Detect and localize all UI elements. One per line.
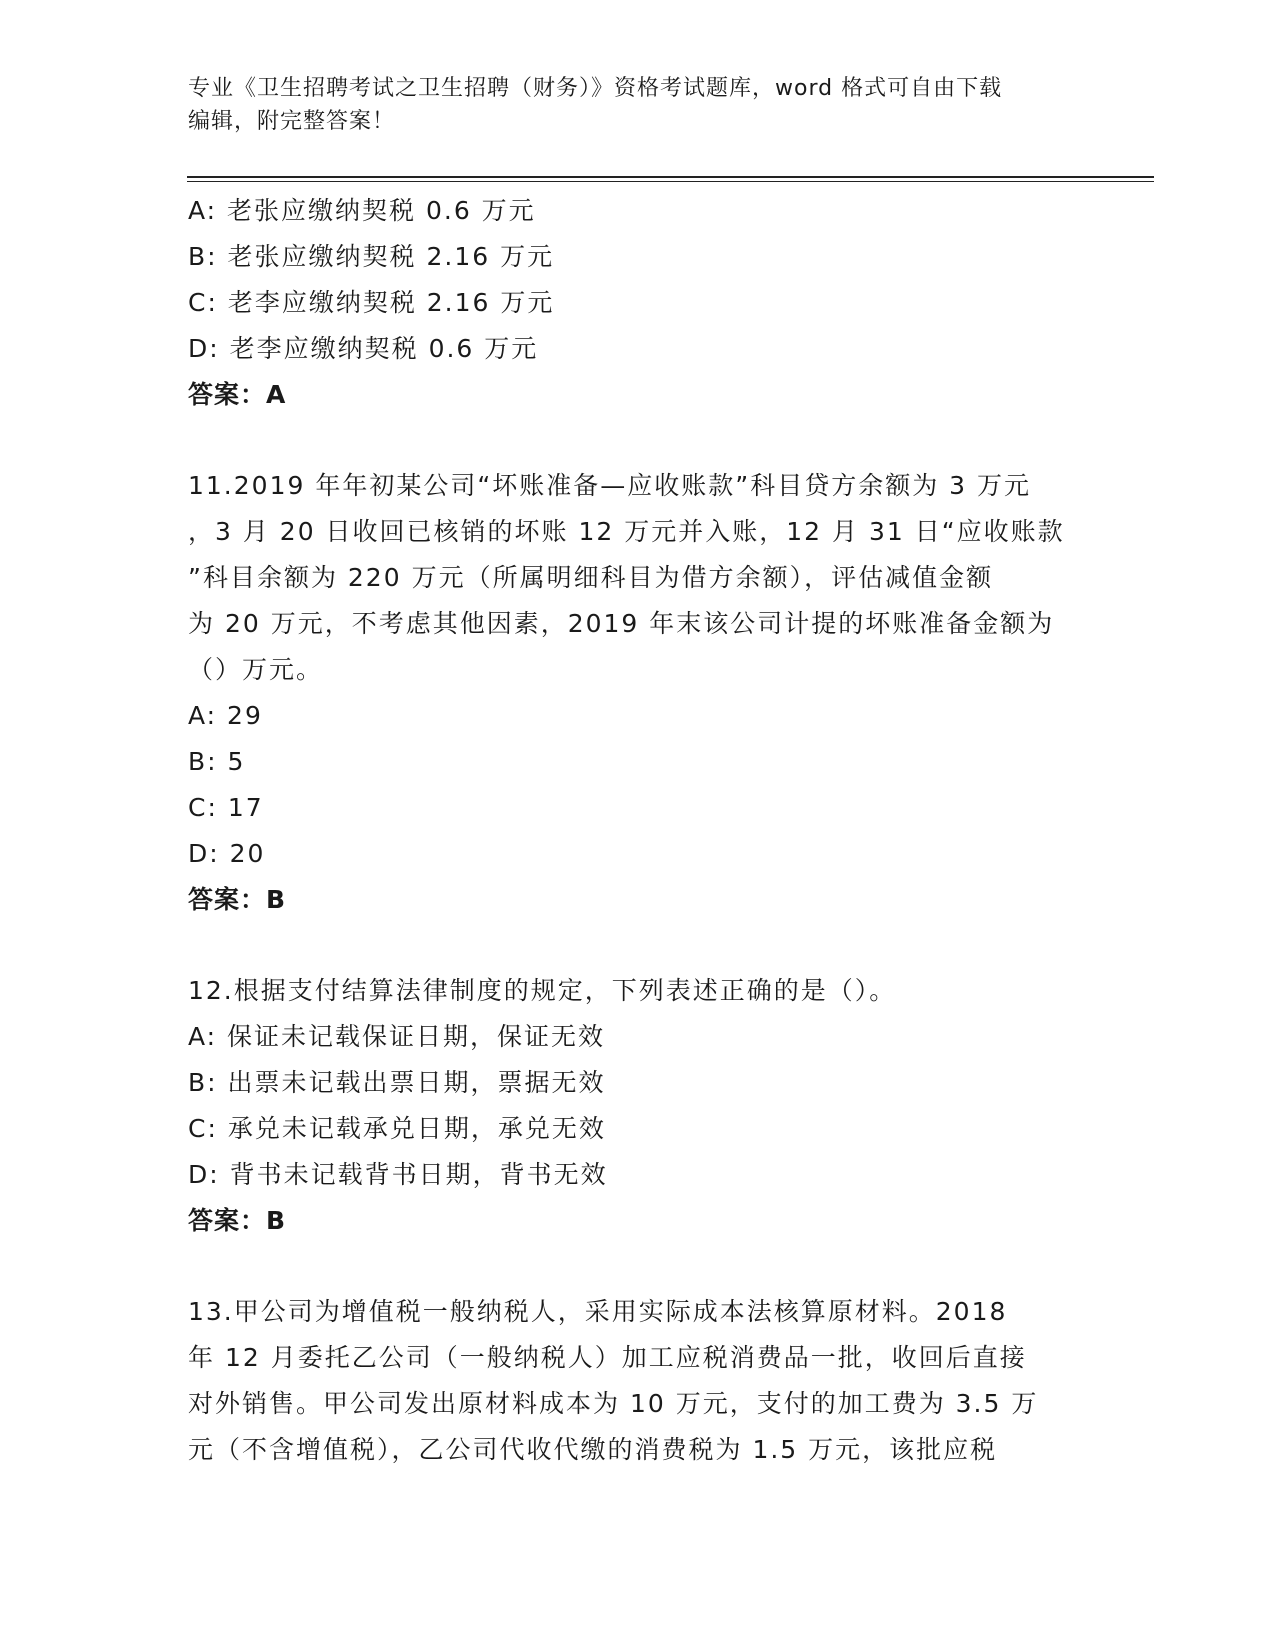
option-d: D: 背书未记载背书日期，背书无效 [188,1160,608,1189]
option-a: A: 保证未记载保证日期，保证无效 [188,1022,606,1051]
header-divider-thin [187,181,1154,182]
question-13 [188,1289,1088,1473]
question-10 [188,188,1088,418]
question-text-line: 为 20 万元，不考虑其他因素，2019 年末该公司计提的坏账准备金额为 [188,609,1055,638]
spacer [188,923,1088,968]
question-text-line: 12.根据支付结算法律制度的规定，下列表述正确的是（）。 [188,976,897,1005]
option-c: C: 承兑未记载承兑日期，承兑无效 [188,1114,606,1143]
option-b: B: 老张应缴纳契税 2.16 万元 [188,242,555,271]
question-11 [188,463,1088,923]
header-line-1: 专业《卫生招聘考试之卫生招聘（财务）》资格考试题库，word 格式可自由下载 [188,76,1003,101]
option-a: A: 老张应缴纳契税 0.6 万元 [188,196,536,225]
answer: 答案：A [188,380,287,409]
header-line-2: 编辑，附完整答案！ [188,109,396,134]
question-text-line: （）万元。 [188,655,324,684]
question-12 [188,968,1088,1244]
question-list [188,188,1088,1473]
option-b: B: 出票未记载出票日期，票据无效 [188,1068,606,1097]
option-c: C: 17 [188,793,264,822]
option-c: C: 老李应缴纳契税 2.16 万元 [188,288,555,317]
spacer [188,418,1088,463]
question-text-line: 对外销售。甲公司发出原材料成本为 10 万元，支付的加工费为 3.5 万 [188,1389,1039,1418]
question-text-line: 13.甲公司为增值税一般纳税人，采用实际成本法核算原材料。2018 [188,1297,1008,1326]
spacer [188,1244,1088,1289]
answer: 答案：B [188,885,287,914]
option-a: A: 29 [188,701,263,730]
question-text-line: 元（不含增值税），乙公司代收代缴的消费税为 1.5 万元，该批应税 [188,1435,998,1464]
question-text-line: ”科目余额为 220 万元（所属明细科目为借方余额），评估减值金额 [188,563,994,592]
question-text-line: 年 12 月委托乙公司（一般纳税人）加工应税消费品一批，收回后直接 [188,1343,1027,1372]
option-d: D: 老李应缴纳契税 0.6 万元 [188,334,539,363]
question-text-line: 11.2019 年年初某公司“坏账准备—应收账款”科目贷方余额为 3 万元 [188,471,1032,500]
header-divider-thick [187,176,1154,178]
document-header [188,72,1088,138]
answer: 答案：B [188,1206,287,1235]
option-b: B: 5 [188,747,246,776]
question-text-line: ，3 月 20 日收回已核销的坏账 12 万元并入账，12 月 31 日“应收账款 [188,517,1065,546]
option-d: D: 20 [188,839,266,868]
